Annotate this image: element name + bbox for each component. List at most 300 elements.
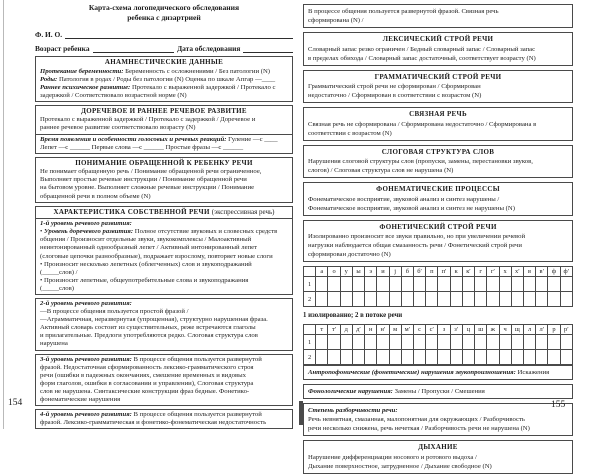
text-segment: (_____слов) [40,284,74,292]
text-line [308,120,568,129]
sound-header-cell-5: н [365,325,377,335]
text-segment: в пределах обихода / Словарный запас достаточный, соответствует возрасту (N) [308,54,536,62]
text-line [40,332,288,340]
sound-entry-cell [316,292,328,307]
text-line [40,76,288,84]
text-segment: • [40,228,45,236]
text-segment: сформирован достаточно (N) [308,251,391,258]
sound-entry-cell [426,292,438,307]
text-segment: раннее речевое развитие соответствовало возрасту (N) [40,124,196,132]
text-segment: ДЫХАНИЕ [418,443,458,451]
sound-entry-cell [450,277,462,292]
sound-header-cell-10: с′ [426,325,438,335]
sound-header-cell-18: л [523,325,535,335]
text-line [40,380,288,388]
text-segment: Роды: [40,75,58,83]
text-segment: речи несколько снижена, речь нечеткая / Разборчивость речи не нарушена (N) [308,425,530,432]
sound-entry-cell [426,277,438,292]
text-line [40,144,288,152]
section-phonological-disorders [303,384,573,399]
text-segment: ХАРАКТЕРИСТИКА СОБСТВЕННОЙ РЕЧИ [53,207,212,216]
text-segment: Фонематическое восприятие, звуковой анализ и синтез не нарушены (N) [308,204,515,212]
text-segment: Фонологические нарушения: [308,388,393,395]
text-segment: • Произносит несколько лепетных (облегченных) слов и звукоподражаний [40,260,252,268]
text-segment: Полное отсутствие звуковых и словесных средств [133,228,278,236]
sound-header-cell-2: т′ [328,325,340,335]
sound-header-cell-21: р′ [560,325,572,335]
text-segment: 3-й уровень речевого развития: [40,355,132,363]
text-segment: Патология в родах / Роды без патологии (N) Оценка по шкале Апгар —____ [57,75,276,83]
sound-entry-cell [438,292,450,307]
sound-entry-cell [475,335,487,350]
text-line [308,45,568,54]
section-anamnesis [35,56,293,102]
scan-page-edge [3,0,4,429]
text-segment: —Аграмматичная, неразвернутая (упрощенная), структурно нарушенная фраза. [40,316,268,324]
left-page [35,3,293,429]
section-header-grammatical-structure [308,73,568,83]
section-prespeech-development [35,105,293,154]
text-segment: ЛЕКСИЧЕСКИЙ СТРОЙ РЕЧИ [382,35,494,43]
text-segment: Изолированно произносит все звуки правильно, но при увеличении речевой [308,233,526,240]
text-segment: (экспрессивная речь) [211,207,275,216]
section-lexical-structure [303,32,573,66]
sound-entry-cell [511,335,523,350]
text-line [308,387,568,396]
right-page [303,4,573,474]
sound-entry-cell [328,350,340,365]
sound-header-cell-13: ц [462,325,474,335]
sound-header-cell-2: о [328,267,340,277]
sound-table-legend: 1 изолированно; 2 в потоке речи [303,312,403,319]
sound-entry-cell [560,277,572,292]
text-line [40,193,288,201]
sound-entry-cell [352,335,364,350]
text-segment: В процессе общения пользуется развернутой [131,355,262,363]
sound-entry-cell [536,292,548,307]
sound-header-cell-13: к′ [462,267,474,277]
sound-header-cell-19: в′ [536,267,548,277]
text-line [40,168,288,176]
sound-entry-cell [548,350,560,365]
text-line [40,116,288,124]
text-segment: Антропофонические (фонетические) нарушения звукопроизношения: [308,369,516,376]
sound-entry-cell [340,335,352,350]
sound-entry-cell [499,292,511,307]
text-line [40,124,288,132]
text-segment: нарушена [40,340,68,348]
sound-entry-cell [560,350,572,365]
text-line [308,82,568,91]
text-segment: форм глаголов, ошибки в согласовании и управлении), Слоговая структура [40,379,254,387]
text-line [308,91,568,100]
section-speech-comprehension [35,157,293,203]
sound-entry-cell [365,350,377,365]
sound-entry-cell [389,277,401,292]
text-segment: (_____слов) / [40,268,78,276]
section-cell [308,82,568,100]
sound-header-cell-8: м′ [401,325,413,335]
text-segment: Грамматический строй речи не сформирован / Сформирован [308,83,481,90]
text-segment: Нарушения слоговой структуры слов (пропуски, замены, перестановки звуков, [308,158,533,165]
sound-table-2 [303,324,573,365]
text-segment: задержкой / Соответствовало возрастной норме (N) [40,91,187,99]
sound-entry-cell [377,335,389,350]
sound-header-cell-5: э [365,267,377,277]
section-cell [40,300,288,349]
sound-table-row [304,350,573,365]
section-header-prespeech-development [40,107,288,117]
text-segment: на бытовом уровне. Выполняет сложные речевые инструкции / Понимание [40,184,255,192]
sound-entry-cell [462,277,474,292]
sound-header-cell-3: у [340,267,352,277]
sound-table-1-container [303,266,573,307]
sound-entry-cell [328,292,340,307]
sound-entry-cell [548,292,560,307]
text-segment: ГРАММАТИЧЕСКИЙ СТРОЙ РЕЧИ [374,72,502,81]
text-line [40,68,288,76]
text-line [308,368,568,377]
section-own-speech-level-2 [35,298,293,351]
text-segment: В процессе общения пользуется развернутой [131,411,262,419]
text-line [40,308,288,316]
text-segment: фонематические нарушения [40,396,121,403]
text-line [308,250,568,259]
sound-header-cell-7: j [389,267,401,277]
corner-cell [304,325,316,335]
document-title-line2: ребенка с дизартрией [127,12,201,22]
text-segment: недостаточно / Сформирован в соответствии с возрастом (N) [308,92,482,99]
sound-entry-cell [536,335,548,350]
text-segment: Беременность с осложнениями / Без патологии (N) [123,67,271,75]
text-line [308,232,568,241]
section-connected-speech-continuation [303,4,573,28]
sound-entry-cell [499,277,511,292]
section-cell [36,218,292,293]
text-line [40,92,288,100]
sound-header-cell-12: з′ [450,325,462,335]
text-segment: неинтонированный однообразный лепет / Активный интонированный лепет [40,244,258,252]
text-line [308,406,568,415]
age-date-row [35,44,293,53]
sound-header-cell-15: г′ [487,267,499,277]
section-grammatical-structure [303,70,573,104]
sound-entry-cell [438,350,450,365]
date-label: Дата обследования [177,44,241,53]
text-line [308,7,568,16]
text-segment: слов не нарушена. Синтаксические конструкции фраз бедные. Фонетико- [40,387,250,395]
text-segment: общения / Произносит отдельные звуки, звукокомплексы / Малоактивный [40,236,252,244]
text-segment: Гуление —с ____ [226,135,278,143]
text-segment: Словарный запас резко ограничен / Бедный словарный запас / Словарный запас [308,45,536,53]
text-segment: Время появления и особенности голосовых и речевых реакций: [40,135,227,143]
text-segment: обращенной речи в полном объеме (N) [40,192,151,200]
section-cell [36,134,292,152]
sound-header-cell-16: ч [499,325,511,335]
sound-entry-cell [523,277,535,292]
sound-entry-cell [487,277,499,292]
text-segment: нагрузки наблюдается общая смазанность речи / Фонетический строй речи [308,242,522,249]
section-cell [308,45,568,63]
text-segment: 2-й уровень речевого развития: [40,299,132,307]
text-line [40,269,288,277]
text-segment: Активный словарь состоит из существительных, реже встречаются глаголы [40,324,256,332]
right-sections-top-container [303,4,573,262]
sound-entry-cell [413,335,425,350]
sound-entry-cell [413,350,425,365]
text-line [40,253,288,261]
text-segment: Протекание беременности: [40,67,124,75]
text-line [40,136,288,144]
sound-table-row [304,292,573,307]
text-line [308,462,568,471]
section-header-syllable-structure [308,148,568,158]
age-label: Возраст ребенка [35,44,90,53]
sound-header-cell-1: т [316,325,328,335]
section-cell [40,411,288,427]
sound-entry-cell [523,335,535,350]
text-segment: речи (ошибки в падежных окончаниях, смешение временных и видовых [40,371,246,379]
text-segment: ФОНЕМАТИЧЕСКИЕ ПРОЦЕССЫ [376,185,500,193]
text-segment: сформирована (N) / [308,17,364,24]
sound-entry-cell [328,335,340,350]
sound-entry-cell [560,335,572,350]
sound-entry-cell [401,335,413,350]
text-segment: СВЯЗНАЯ РЕЧЬ [409,110,467,118]
text-segment: СЛОГОВАЯ СТРУКТУРА СЛОВ [381,147,495,156]
section-connected-speech [303,107,573,141]
text-line [40,176,288,184]
section-header-lexical-structure [308,35,568,45]
sound-table-header-row [304,325,573,335]
section-speech-intelligibility [303,403,573,436]
section-cell [308,195,568,213]
text-line [308,16,568,25]
sound-table-row [304,277,573,292]
sound-entry-cell [365,335,377,350]
section-syllable-structure [303,145,573,179]
sound-entry-cell [365,292,377,307]
sound-entry-cell [352,350,364,365]
sound-entry-cell [413,292,425,307]
text-segment: Уровень доречевого развития: [44,228,134,236]
section-cell [40,356,288,405]
text-segment: Связная речь не сформирована / Сформирована недостаточно / Сформирована в [308,120,537,128]
section-own-speech-level-1 [35,206,293,295]
section-header-speech-comprehension [40,159,288,169]
section-cell [308,7,568,25]
text-segment: Протекало с выраженной задержкой / Протекало с задержкой / Доречевое и [40,116,256,124]
text-segment: ДОРЕЧЕВОЕ И РАННЕЕ РЕЧЕВОЕ РАЗВИТИЕ [81,106,247,115]
text-segment: слогов) / Слоговая структура слов не нарушена (N) [308,167,454,174]
sound-header-cell-1: а [316,267,328,277]
sound-header-cell-19: л′ [536,325,548,335]
section-phonetic-structure [303,220,573,263]
sound-header-cell-14: г [475,267,487,277]
sound-entry-cell [523,350,535,365]
sound-entry-cell [487,350,499,365]
text-line [40,364,288,372]
text-segment: —В процессе общения пользуется простой фразой / [40,308,189,316]
sound-entry-cell [316,350,328,365]
page-number-right: 155 [551,400,566,410]
row-label-cell: 1 [304,277,316,292]
text-line [308,129,568,138]
sound-header-cell-15: ж [487,325,499,335]
sound-entry-cell [475,292,487,307]
section-own-speech-level-3 [35,354,293,407]
text-line [40,356,288,364]
section-header-phonemic-processes [308,185,568,195]
sound-entry-cell [340,292,352,307]
fio-row [35,30,293,39]
text-segment: Раннее психическое развитие: [40,83,131,91]
fio-label: Ф. И. О. [35,30,63,39]
text-segment: и прилагательные. Предлоги употребляются редко. Слоговая структура слов [40,332,258,340]
text-line [40,285,288,293]
text-segment: • Произносит лепетные, общеупотребительные слова и звукоподражания [40,276,249,284]
sound-entry-cell [487,335,499,350]
text-segment: Не понимает обращенную речь / Понимание обращенной речи ограниченное, [40,168,262,176]
section-breathing [303,440,573,474]
text-segment: ПОНИМАНИЕ ОБРАЩЕННОЙ К РЕБЕНКУ РЕЧИ [75,158,253,167]
sound-entry-cell [426,335,438,350]
sound-header-cell-10: п [426,267,438,277]
text-segment: Нарушение дифференциации носового и ротового выдоха / [308,453,477,461]
sound-entry-cell [352,292,364,307]
text-segment: Искажения [515,369,550,376]
left-sections-container [35,56,293,429]
section-header-anamnesis [40,58,288,68]
sound-header-cell-7: м [389,325,401,335]
section-own-speech-level-4 [35,409,293,429]
text-line [40,228,288,236]
text-line [308,157,568,166]
sound-entry-cell [511,277,523,292]
sound-entry-cell [401,277,413,292]
text-line [40,340,288,348]
sound-entry-cell [413,277,425,292]
text-line [40,261,288,269]
sound-table-1 [303,266,573,307]
sound-header-cell-18: в [523,267,535,277]
sound-entry-cell [450,292,462,307]
sound-entry-cell [365,277,377,292]
sound-header-cell-4: д′ [352,325,364,335]
sound-entry-cell [560,292,572,307]
text-line [40,316,288,324]
text-line [40,277,288,285]
sound-header-cell-17: х′ [511,267,523,277]
sound-entry-cell [316,277,328,292]
sound-entry-cell [523,292,535,307]
sound-entry-cell [377,292,389,307]
text-segment: Дыхание поверхностное, затрудненное / Дыхание свободное (N) [308,462,492,470]
text-line [308,453,568,462]
text-line [308,241,568,250]
sound-entry-cell [401,292,413,307]
text-segment: Лепет —с ______ Первые слова —с ______ Простые фразы —с ______ [40,143,244,151]
sound-table-header-row [304,267,573,277]
section-cell [308,157,568,175]
sound-header-cell-9: с [413,325,425,335]
sound-entry-cell [389,335,401,350]
section-cell [308,232,568,259]
sound-entry-cell [389,292,401,307]
date-blank-line [243,44,293,53]
sound-entry-cell [499,335,511,350]
text-line [40,184,288,192]
text-line [40,396,288,404]
text-line [40,244,288,252]
sound-entry-cell [536,277,548,292]
sound-table-row [304,335,573,350]
sound-entry-cell [462,292,474,307]
text-line [40,372,288,380]
text-line [308,166,568,175]
section-cell [40,116,288,132]
text-line [40,300,288,308]
section-header-phonetic-structure [308,223,568,233]
text-segment: 4-й уровень речевого развития: [40,411,132,419]
text-segment: ФОНЕТИЧЕСКИЙ СТРОЙ РЕЧИ [379,222,497,231]
text-segment: Протекало с выраженной задержкой / Протекало с [130,83,276,91]
sound-entry-cell [316,335,328,350]
sound-header-cell-11: п′ [438,267,450,277]
text-segment: фразой. Недостаточная сформированность лексико-грамматического строя [40,363,254,371]
fio-blank-line [65,30,293,39]
sound-header-cell-14: ш [475,325,487,335]
section-anthropophonic-disorders [303,365,573,380]
sound-header-cell-17: щ [511,325,523,335]
sound-header-cell-6: и [377,267,389,277]
row-label-cell: 1 [304,335,316,350]
text-line [40,84,288,92]
text-segment: Степень разборчивости речи: [308,407,398,414]
text-segment: фразой. Лексико-грамматическая и фонетико-фонематическая недостаточность [40,419,267,427]
sound-header-cell-11: з [438,325,450,335]
section-header-own-speech-level-1 [40,208,288,218]
sound-entry-cell [511,350,523,365]
text-line [40,419,288,427]
section-cell [308,453,568,471]
sound-header-cell-8: б [401,267,413,277]
text-line [308,54,568,63]
text-line [40,411,288,419]
sound-entry-cell [340,277,352,292]
text-segment: 1-й уровень речевого развития: [40,220,132,228]
sound-header-cell-20: ф [548,267,560,277]
sound-header-cell-6: н′ [377,325,389,335]
sound-header-cell-9: б′ [413,267,425,277]
sound-table-2-container [303,324,573,365]
section-cell [308,387,568,396]
sound-header-cell-20: р [548,325,560,335]
sound-entry-cell [499,350,511,365]
sound-entry-cell [487,292,499,307]
sound-entry-cell [426,350,438,365]
sound-entry-cell [438,277,450,292]
sound-entry-cell [536,350,548,365]
sound-entry-cell [389,350,401,365]
sound-entry-cell [377,350,389,365]
sound-header-cell-4: ы [352,267,364,277]
sound-entry-cell [475,350,487,365]
page-number-left: 154 [8,398,23,408]
sound-entry-cell [328,277,340,292]
text-line [308,204,568,213]
text-segment: Замены / Пропуски / Смешения [392,388,485,395]
